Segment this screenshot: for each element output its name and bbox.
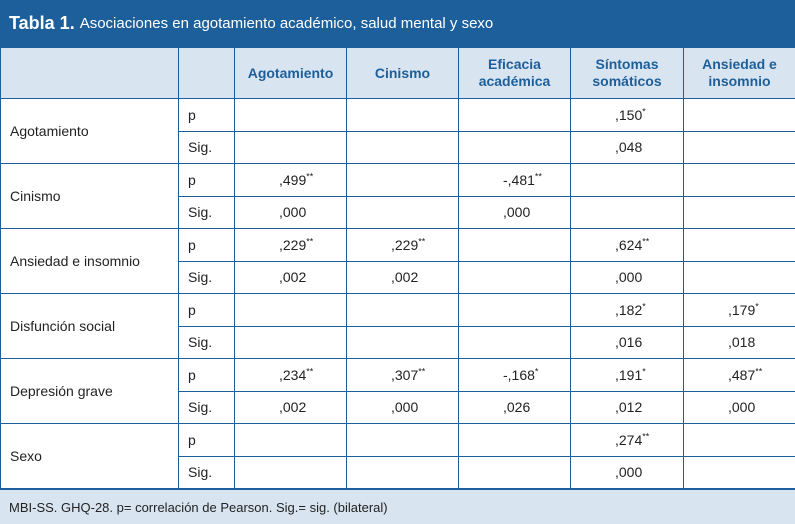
- value-cell: ,307**: [347, 359, 459, 392]
- value-cell: [347, 424, 459, 457]
- value-cell: ,487**: [684, 359, 795, 392]
- value-cell: ,002: [235, 261, 347, 294]
- value-cell: [684, 261, 795, 294]
- row-label: Disfunción social: [1, 294, 179, 359]
- value-cell: [459, 131, 571, 164]
- value-cell: [459, 261, 571, 294]
- row-label: Cinismo: [1, 164, 179, 229]
- value-cell: ,150*: [571, 99, 684, 132]
- value-cell: [347, 164, 459, 197]
- table-title-bar: [0, 0, 795, 47]
- value-cell: ,048: [571, 131, 684, 164]
- stat-label: Sig.: [179, 261, 235, 294]
- value-cell: ,499**: [235, 164, 347, 197]
- value-cell: [459, 456, 571, 489]
- value-cell: [684, 99, 795, 132]
- value-cell: [571, 164, 684, 197]
- value-cell: ,002: [235, 391, 347, 424]
- stat-label: Sig.: [179, 196, 235, 229]
- header-cell-empty-1: [179, 48, 235, 99]
- value-cell: [684, 456, 795, 489]
- value-cell: ,000: [571, 456, 684, 489]
- header-cell-empty-0: [1, 48, 179, 99]
- stat-label: p: [179, 229, 235, 262]
- value-cell: ,229**: [347, 229, 459, 262]
- value-cell: ,002: [347, 261, 459, 294]
- value-cell: [347, 196, 459, 229]
- row-label: Ansiedad e insomnio: [1, 229, 179, 294]
- value-cell: [347, 99, 459, 132]
- table-number: Tabla 1.: [9, 13, 75, 33]
- table-row: [1, 229, 795, 262]
- value-cell: [459, 326, 571, 359]
- value-cell: ,000: [571, 261, 684, 294]
- header-cinismo: Cinismo: [347, 48, 459, 99]
- value-cell: [347, 326, 459, 359]
- table-caption: Asociaciones en agotamiento académico, salud mental y sexo: [79, 15, 494, 32]
- value-cell: ,000: [347, 391, 459, 424]
- value-cell: ,016: [571, 326, 684, 359]
- value-cell: -,168*: [459, 359, 571, 392]
- value-cell: ,624**: [571, 229, 684, 262]
- row-label: Depresión grave: [1, 359, 179, 424]
- value-cell: [347, 456, 459, 489]
- value-cell: -,481**: [459, 164, 571, 197]
- table-row: [1, 424, 795, 457]
- value-cell: ,179*: [684, 294, 795, 327]
- value-cell: ,274**: [571, 424, 684, 457]
- value-cell: [235, 131, 347, 164]
- value-cell: [235, 294, 347, 327]
- value-cell: [459, 229, 571, 262]
- stat-label: p: [179, 294, 235, 327]
- value-cell: [459, 99, 571, 132]
- value-cell: [235, 424, 347, 457]
- value-cell: ,234**: [235, 359, 347, 392]
- table-row: [1, 99, 795, 132]
- value-cell: [684, 424, 795, 457]
- value-cell: ,026: [459, 391, 571, 424]
- stat-label: Sig.: [179, 326, 235, 359]
- row-label: Sexo: [1, 424, 179, 489]
- stat-label: Sig.: [179, 391, 235, 424]
- header-sintomas-somaticos: Síntomas somáticos: [571, 48, 684, 99]
- value-cell: ,012: [571, 391, 684, 424]
- header-ansiedad-insomnio: Ansiedad e insomnio: [684, 48, 795, 99]
- correlation-table: [0, 47, 795, 489]
- value-cell: [347, 131, 459, 164]
- stat-label: p: [179, 164, 235, 197]
- value-cell: ,191*: [571, 359, 684, 392]
- table-footnote: MBI-SS. GHQ-28. p= correlación de Pearson. Sig.= sig. (bilateral): [0, 489, 795, 524]
- stat-label: Sig.: [179, 131, 235, 164]
- value-cell: [684, 196, 795, 229]
- value-cell: ,000: [684, 391, 795, 424]
- value-cell: [235, 456, 347, 489]
- value-cell: [571, 196, 684, 229]
- row-label: Agotamiento: [1, 99, 179, 164]
- value-cell: ,182*: [571, 294, 684, 327]
- stat-label: p: [179, 359, 235, 392]
- value-cell: ,000: [459, 196, 571, 229]
- header-eficacia-academica: Eficacia académica: [459, 48, 571, 99]
- table-body: [1, 99, 795, 489]
- value-cell: ,229**: [235, 229, 347, 262]
- value-cell: [347, 294, 459, 327]
- value-cell: ,000: [235, 196, 347, 229]
- table-row: [1, 359, 795, 392]
- value-cell: [684, 229, 795, 262]
- stat-label: p: [179, 99, 235, 132]
- value-cell: [235, 326, 347, 359]
- value-cell: ,018: [684, 326, 795, 359]
- table-row: [1, 164, 795, 197]
- value-cell: [459, 294, 571, 327]
- value-cell: [684, 131, 795, 164]
- stat-label: Sig.: [179, 456, 235, 489]
- value-cell: [235, 99, 347, 132]
- header-row: [1, 48, 795, 99]
- stat-label: p: [179, 424, 235, 457]
- table-row: [1, 294, 795, 327]
- header-agotamiento: Agotamiento: [235, 48, 347, 99]
- value-cell: [459, 424, 571, 457]
- value-cell: [684, 164, 795, 197]
